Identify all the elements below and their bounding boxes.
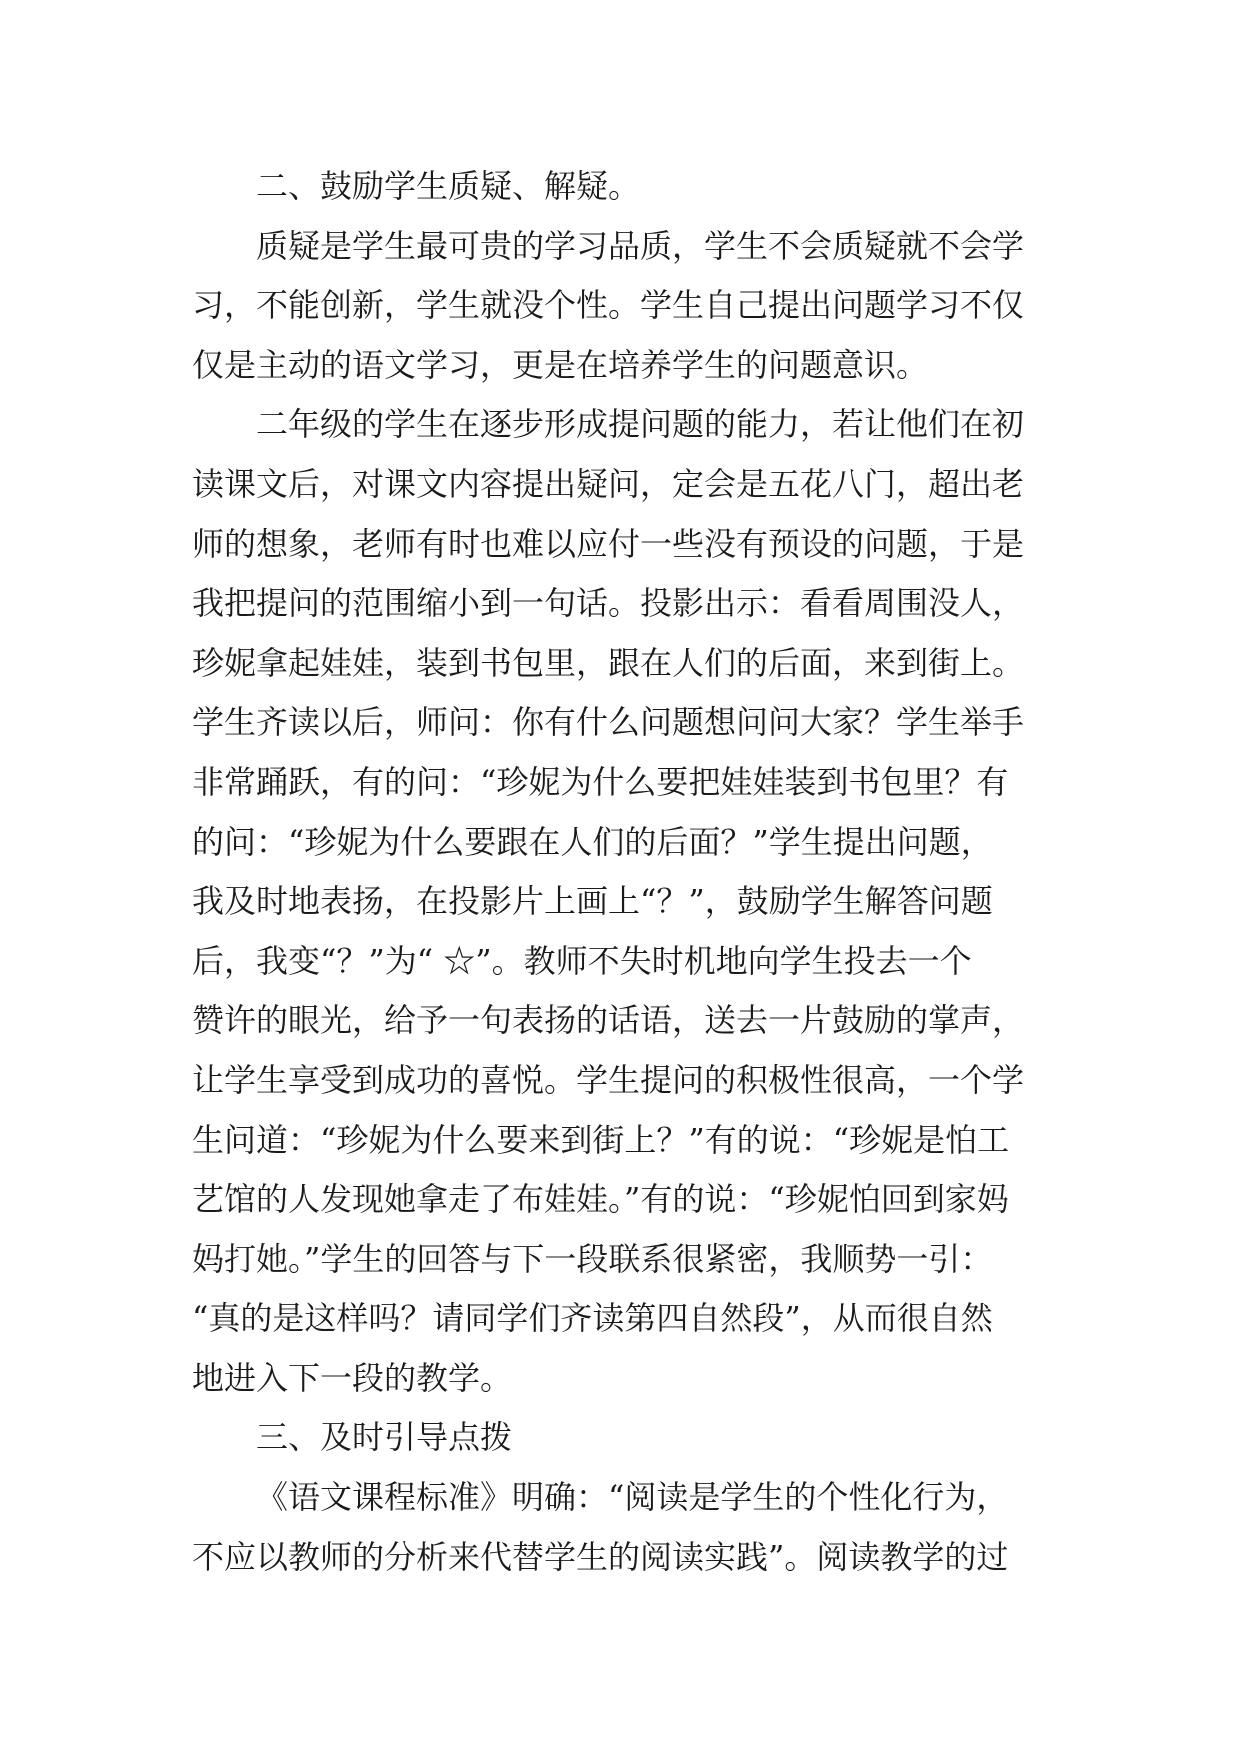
paragraph-line: 艺馆的人发现她拿走了布娃娃。”有的说：“珍妮怕回到家妈 xyxy=(192,1180,1009,1219)
paragraph-line: 学生齐读以后，师问：你有什么问题想问问大家？学生举手 xyxy=(192,703,1025,742)
paragraph-line: 生问道：“珍妮为什么要来到街上？”有的说：“珍妮是怕工 xyxy=(192,1120,1010,1159)
paragraph-line: 质疑是学生最可贵的学习品质，学生不会质疑就不会学 xyxy=(256,226,1025,265)
paragraph-line: 《语文课程标准》明确：“阅读是学生的个性化行为， xyxy=(256,1478,1009,1517)
paragraph-line: 后，我变“？”为“ ☆”。教师不失时机地向学生投去一个 xyxy=(192,941,972,980)
paragraph-line: 地进入下一段的教学。 xyxy=(192,1358,513,1397)
paragraph-line: 读课文后，对课文内容提出疑问，定会是五花八门，超出老 xyxy=(192,464,1025,503)
paragraph-line: 赞许的眼光，给予一句表扬的话语，送去一片鼓励的掌声， xyxy=(192,1001,1025,1040)
section-heading-2: 二、鼓励学生质疑、解疑。 xyxy=(256,167,641,205)
paragraph-line: “真的是这样吗？请同学们齐读第四自然段”，从而很自然 xyxy=(192,1299,993,1338)
paragraph-line: 让学生享受到成功的喜悦。学生提问的积极性很高，一个学 xyxy=(192,1060,1025,1099)
paragraph-line: 我把提问的范围缩小到一句话。投影出示：看看周围没人， xyxy=(192,584,1025,623)
paragraph-line: 非常踊跃，有的问：“珍妮为什么要把娃娃装到书包里？有 xyxy=(192,762,1009,801)
section-heading-3: 三、及时引导点拨 xyxy=(256,1418,513,1457)
paragraph-line: 我及时地表扬，在投影片上画上“？”，鼓励学生解答问题 xyxy=(192,882,993,921)
document-body xyxy=(192,157,1072,1587)
paragraph-line: 师的想象，老师有时也难以应付一些没有预设的问题，于是 xyxy=(192,524,1025,563)
paragraph-line: 的问：“珍妮为什么要跟在人们的后面？”学生提出问题， xyxy=(192,822,993,861)
paragraph-line: 不应以教师的分析来代替学生的阅读实践”。阅读教学的过 xyxy=(192,1537,1009,1576)
paragraph-line: 珍妮拿起娃娃，装到书包里，跟在人们的后面，来到街上。 xyxy=(192,643,1025,682)
paragraph-line: 仅是主动的语文学习，更是在培养学生的问题意识。 xyxy=(192,345,929,384)
paragraph-line: 习，不能创新，学生就没个性。学生自己提出问题学习不仅 xyxy=(192,286,1025,325)
paragraph-line: 二年级的学生在逐步形成提问题的能力，若让他们在初 xyxy=(256,405,1025,444)
paragraph-line: 妈打她。”学生的回答与下一段联系很紧密，我顺势一引： xyxy=(192,1239,993,1278)
